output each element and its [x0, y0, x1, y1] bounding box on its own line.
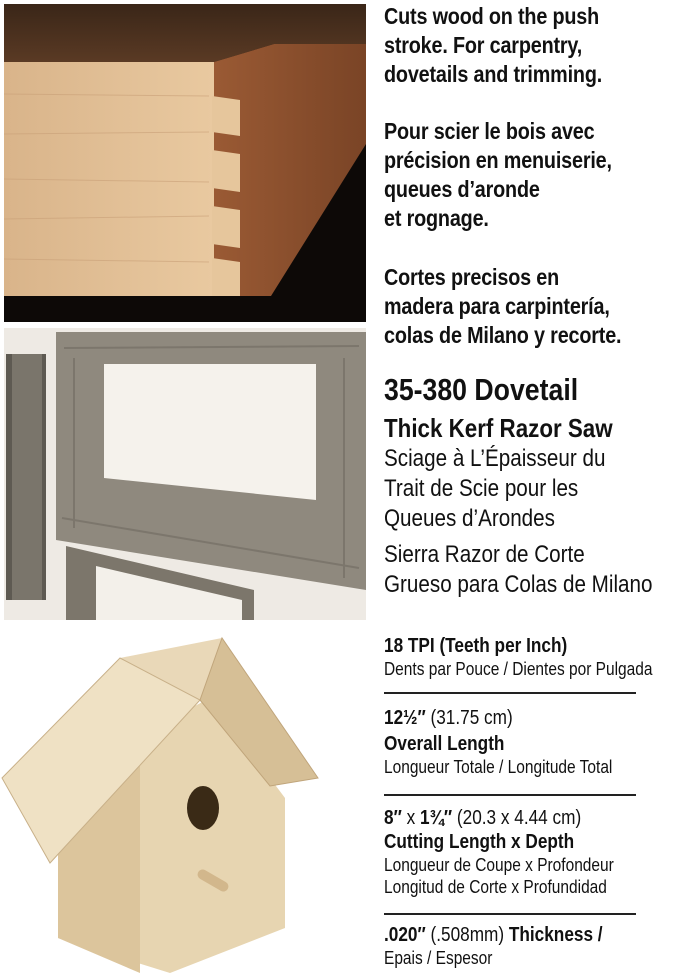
model-number: 35-380: [384, 372, 468, 407]
spec-tpi-label: (Teeth per Inch): [439, 635, 568, 657]
product-name-word: Dovetail: [474, 372, 579, 407]
product-name-fr: Queues d’Arondes: [384, 505, 555, 532]
spec-cutting-depth: 1¾″: [419, 807, 453, 829]
spec-thickness-metric: (.508mm): [430, 924, 505, 946]
intro-es-line: Cortes precisos en: [384, 264, 559, 290]
spec-cutting-line: [384, 806, 627, 830]
spec-tpi-line: [384, 634, 627, 658]
intro-french: [384, 117, 666, 233]
intro-es-line: madera para carpintería,: [384, 293, 610, 319]
spec-length-line: [384, 706, 627, 730]
spec-length-metric: (31.75 cm): [430, 707, 513, 729]
spec-cutting-translation-fr: Longueur de Coupe x Profondeur: [384, 855, 614, 875]
spec-cutting-length: 8″: [384, 807, 402, 829]
dovetail-joint-photo: [4, 4, 366, 322]
spec-length-label: Overall Length: [384, 733, 505, 755]
intro-en-line: Cuts wood on the push: [384, 3, 600, 29]
rustic-frames-photo: [4, 328, 366, 620]
intro-english: [384, 2, 666, 89]
intro-fr-line: et rognage.: [384, 205, 489, 231]
divider: [384, 794, 636, 796]
spec-tpi-value: 18 TPI: [384, 635, 435, 657]
product-name-es: Sierra Razor de Corte: [384, 541, 585, 568]
spec-cutting-translation-es: Longitud de Corte x Profundidad: [384, 877, 607, 897]
spec-thickness: [384, 923, 666, 969]
product-name-line1: [384, 372, 627, 408]
spec-length-value: 12½″: [384, 707, 426, 729]
spec-cutting-label: Cutting Length x Depth: [384, 831, 575, 853]
product-name-es: Grueso para Colas de Milano: [384, 571, 653, 598]
intro-es-line: colas de Milano y recorte.: [384, 322, 622, 348]
spec-thickness-value: .020″: [384, 924, 426, 946]
spec-thickness-label: Thickness /: [508, 924, 603, 946]
divider: [384, 913, 636, 915]
intro-en-line: stroke. For carpentry,: [384, 32, 583, 58]
spec-tpi-translation: Dents par Pouce / Dientes por Pulgada: [384, 659, 653, 679]
spec-length-translation: Longueur Totale / Longitude Total: [384, 757, 613, 777]
divider: [384, 692, 636, 694]
product-title: [384, 372, 666, 600]
spec-tpi: [384, 634, 666, 680]
intro-fr-line: précision en menuiserie,: [384, 147, 612, 173]
product-name-line2: Thick Kerf Razor Saw: [384, 413, 613, 443]
spec-thickness-line: [384, 923, 627, 947]
product-name-fr: Trait de Scie pour les: [384, 475, 579, 502]
spec-thickness-translation: Epais / Espesor: [384, 948, 493, 968]
spec-cutting: [384, 806, 666, 898]
intro-spanish: [384, 263, 666, 350]
intro-fr-line: Pour scier le bois avec: [384, 118, 595, 144]
intro-en-line: dovetails and trimming.: [384, 61, 603, 87]
product-name-fr: Sciage à L’Épaisseur du: [384, 445, 606, 472]
birdhouse-photo: [0, 628, 366, 973]
spec-length: [384, 706, 666, 778]
spec-cutting-metric: (20.3 x 4.44 cm): [456, 807, 582, 829]
spec-cutting-x: x: [406, 807, 416, 829]
intro-fr-line: queues d’aronde: [384, 176, 540, 202]
